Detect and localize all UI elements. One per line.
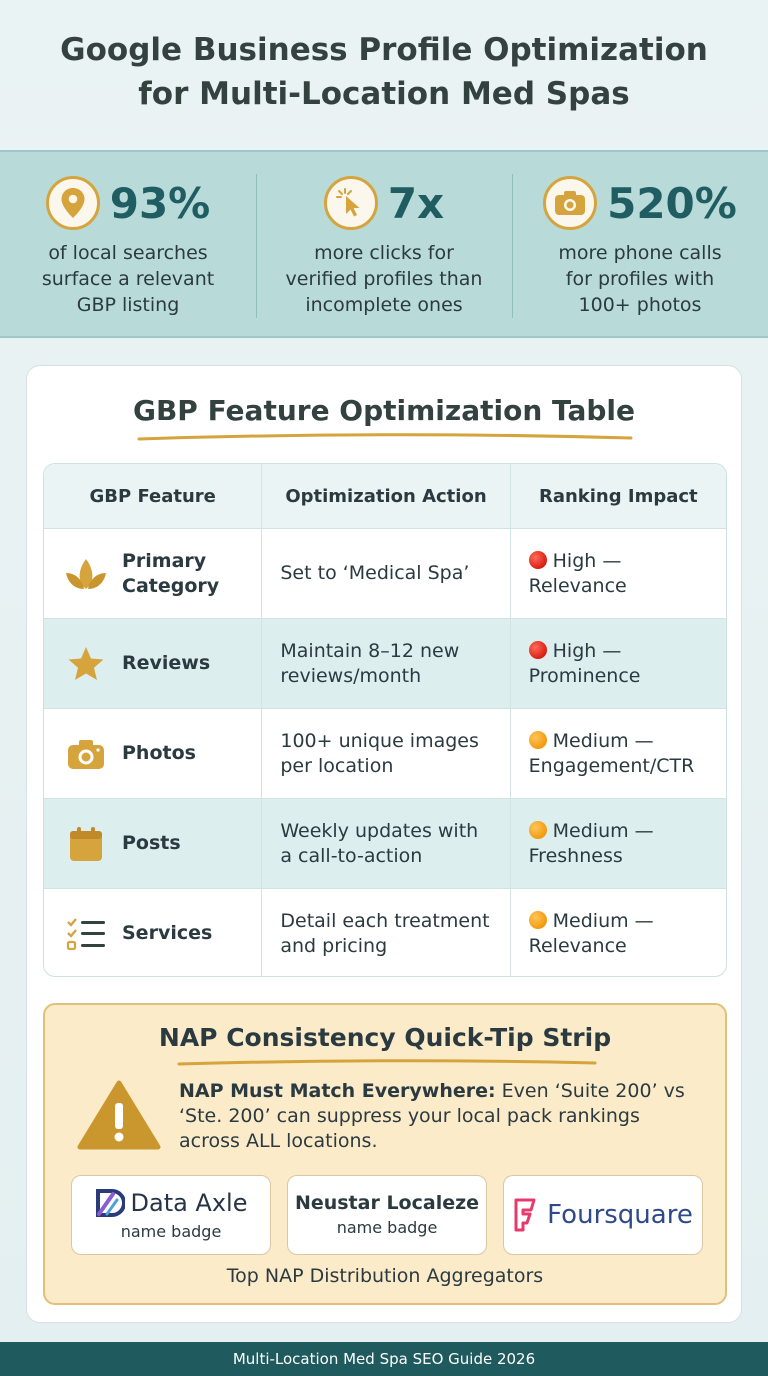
- feature-label: Services: [122, 922, 213, 944]
- camera-icon: [543, 176, 597, 230]
- action-text: Weekly updates with a call-to-action: [262, 799, 510, 888]
- stat-description: more clicks for verified profiles than incomplete ones: [285, 242, 483, 316]
- data-axle-badge: [71, 1175, 271, 1255]
- stat-local-searches: [0, 152, 256, 336]
- table-header-row: [44, 464, 726, 528]
- camera-icon: [64, 732, 108, 776]
- page-title-line-2: for Multi-Location Med Spas: [138, 76, 630, 112]
- feature-table: [43, 463, 727, 977]
- stats-strip: [0, 150, 768, 338]
- table-row: [44, 618, 726, 708]
- badge-name: Data Axle: [130, 1189, 248, 1217]
- table-row: [44, 708, 726, 798]
- stat-description: more phone calls for profiles with 100+ photos: [558, 242, 722, 316]
- impact-text: High — Relevance: [528, 549, 627, 597]
- impact-text: Medium — Freshness: [528, 819, 654, 867]
- header-impact: Ranking Impact: [538, 485, 698, 507]
- high-indicator-icon: [529, 641, 547, 659]
- feature-label: Posts: [122, 832, 181, 854]
- stat-phone-calls: [512, 152, 768, 336]
- page-title-line-1: Google Business Profile Optimization: [60, 32, 708, 68]
- badge-sub: name badge: [336, 1218, 438, 1237]
- stat-clicks: [256, 152, 512, 336]
- star-icon: [64, 642, 108, 686]
- optimization-card: [26, 365, 742, 1323]
- impact-text: Medium — Engagement/CTR: [528, 729, 695, 777]
- nap-tip-text: NAP Must Match Everywhere: Even ‘Suite 200’ vs ‘Ste. 200’ can suppress your local pack rankings across ALL locations.: [179, 1080, 685, 1152]
- stat-value: 93%: [109, 178, 211, 228]
- data-axle-logo-icon: [95, 1188, 125, 1218]
- badge-name: Neustar Localeze: [294, 1192, 480, 1214]
- medium-indicator-icon: [529, 821, 547, 839]
- foursquare-logo-icon: [513, 1198, 537, 1232]
- leaf-icon: [64, 552, 108, 596]
- warning-icon: [77, 1079, 161, 1151]
- action-text: Detail each treatment and pricing: [262, 889, 510, 977]
- page-title: [0, 28, 768, 116]
- action-text: 100+ unique images per location: [262, 709, 510, 798]
- aggregators-caption: Top NAP Distribution Aggregators: [226, 1265, 544, 1287]
- foursquare-badge: [503, 1175, 703, 1255]
- stat-value: 520%: [607, 178, 737, 228]
- action-text: Maintain 8–12 new reviews/month: [262, 619, 510, 708]
- badge-sub: name badge: [120, 1222, 222, 1241]
- map-pin-icon: [46, 176, 100, 230]
- stat-description: of local searches surface a relevant GBP listing: [41, 242, 215, 316]
- table-row: [44, 528, 726, 618]
- nap-title: NAP Consistency Quick-Tip Strip: [158, 1023, 612, 1052]
- nap-title-underline: [177, 1057, 597, 1067]
- nap-tip-strip: [43, 1003, 727, 1305]
- table-row: [44, 798, 726, 888]
- badge-name: Foursquare: [547, 1200, 693, 1230]
- feature-label: Photos: [122, 742, 196, 764]
- medium-indicator-icon: [529, 911, 547, 929]
- table-row: [44, 888, 726, 977]
- table-title: GBP Feature Optimization Table: [132, 394, 636, 427]
- neustar-localeze-badge: [287, 1175, 487, 1255]
- footer: Multi-Location Med Spa SEO Guide 2026: [0, 1342, 768, 1376]
- stat-value: 7x: [387, 178, 445, 228]
- impact-text: High — Prominence: [528, 639, 641, 687]
- calendar-icon: [64, 822, 108, 866]
- medium-indicator-icon: [529, 731, 547, 749]
- title-underline: [137, 430, 633, 442]
- feature-label: Primary Category: [122, 549, 220, 597]
- action-text: Set to ‘Medical Spa’: [262, 529, 510, 618]
- header-feature: GBP Feature: [44, 464, 262, 528]
- feature-label: Reviews: [122, 652, 211, 674]
- checklist-icon: [64, 912, 108, 956]
- cursor-click-icon: [324, 176, 378, 230]
- impact-text: Medium — Relevance: [528, 909, 654, 957]
- high-indicator-icon: [529, 551, 547, 569]
- header-action: Optimization Action: [262, 464, 510, 528]
